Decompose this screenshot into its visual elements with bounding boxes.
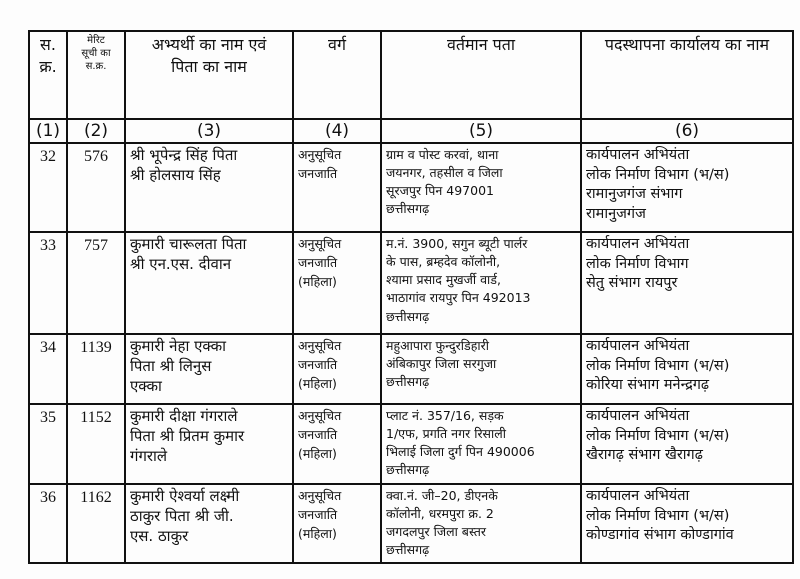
row-merit: 1152: [67, 404, 125, 484]
row-sno: 36: [29, 484, 67, 563]
row-category: अनुसूचित जनजाति: [293, 143, 381, 232]
header-office: पदस्थापना कार्यालय का नाम: [581, 31, 793, 119]
row-name: कुमारी दीक्षा गंगराले पिता श्री प्रितम कुमार गंगराले: [125, 404, 293, 484]
row-address: म.नं. 3900, सगुन ब्यूटी पार्लर के पास, ब्रम्हदेव कॉलोनी, श्यामा प्रसाद मुखर्जी वार्ड, भाठागांव रायपुर पिन 492013 छत्तीसगढ़: [381, 232, 581, 334]
column-number-row: [29, 119, 793, 143]
row-address: प्लाट नं. 357/16, सड़क 1/एफ, प्रगति नगर रिसाली भिलाई जिला दुर्ग पिन 490006 छत्तीसगढ़: [381, 404, 581, 484]
row-office: कार्यपालन अभियंता लोक निर्माण विभाग (भ/स) खैरागढ़ संभाग खैरागढ़: [581, 404, 793, 484]
row-category: अनुसूचित जनजाति (महिला): [293, 334, 381, 404]
column-number: (5): [381, 119, 581, 143]
row-address: ग्राम व पोस्ट करवां, थाना जयनगर, तहसील व जिला सूरजपुर पिन 497001 छत्तीसगढ़: [381, 143, 581, 232]
row-merit: 1162: [67, 484, 125, 563]
row-name: कुमारी चारूलता पिता श्री एन.एस. दीवान: [125, 232, 293, 334]
row-category: अनुसूचित जनजाति (महिला): [293, 404, 381, 484]
row-office: कार्यपालन अभियंता लोक निर्माण विभाग सेतु संभाग रायपुर: [581, 232, 793, 334]
table-row: [29, 232, 793, 334]
row-sno: 34: [29, 334, 67, 404]
header-sno: स. क्र.: [29, 31, 67, 119]
row-merit: 757: [67, 232, 125, 334]
column-number: (1): [29, 119, 67, 143]
header-address: वर्तमान पता: [381, 31, 581, 119]
row-category: अनुसूचित जनजाति (महिला): [293, 484, 381, 563]
table-row: [29, 484, 793, 563]
row-address: महुआपारा फुन्दुरडिहारी अंबिकापुर जिला सरगुजा छत्तीसगढ़: [381, 334, 581, 404]
column-number: (4): [293, 119, 381, 143]
header-row: [29, 31, 793, 119]
row-sno: 33: [29, 232, 67, 334]
column-number: (2): [67, 119, 125, 143]
header-merit: मेरिट सूची का स.क्र.: [67, 31, 125, 119]
row-office: कार्यपालन अभियंता लोक निर्माण विभाग (भ/स) कोरिया संभाग मनेन्द्रगढ़: [581, 334, 793, 404]
row-name: श्री भूपेन्द्र सिंह पिता श्री होलसाय सिंह: [125, 143, 293, 232]
table-row: [29, 334, 793, 404]
row-merit: 576: [67, 143, 125, 232]
row-office: कार्यपालन अभियंता लोक निर्माण विभाग (भ/स) कोण्डागांव संभाग कोण्डागांव: [581, 484, 793, 563]
row-sno: 35: [29, 404, 67, 484]
column-number: (6): [581, 119, 793, 143]
row-address: क्वा.नं. जी–20, डीएनके कॉलोनी, धरमपुरा क्र. 2 जगदलपुर जिला बस्तर छत्तीसगढ़: [381, 484, 581, 563]
table-row: [29, 143, 793, 232]
row-category: अनुसूचित जनजाति (महिला): [293, 232, 381, 334]
table-row: [29, 404, 793, 484]
row-office: कार्यपालन अभियंता लोक निर्माण विभाग (भ/स) रामानुजगंज संभाग रामानुजगंज: [581, 143, 793, 232]
row-merit: 1139: [67, 334, 125, 404]
header-name: अभ्यर्थी का नाम एवं पिता का नाम: [125, 31, 293, 119]
row-name: कुमारी ऐश्वर्या लक्ष्मी ठाकुर पिता श्री जी. एस. ठाकुर: [125, 484, 293, 563]
row-sno: 32: [29, 143, 67, 232]
row-name: कुमारी नेहा एक्का पिता श्री लिनुस एक्का: [125, 334, 293, 404]
header-category: वर्ग: [293, 31, 381, 119]
column-number: (3): [125, 119, 293, 143]
posting-table: [28, 30, 794, 564]
